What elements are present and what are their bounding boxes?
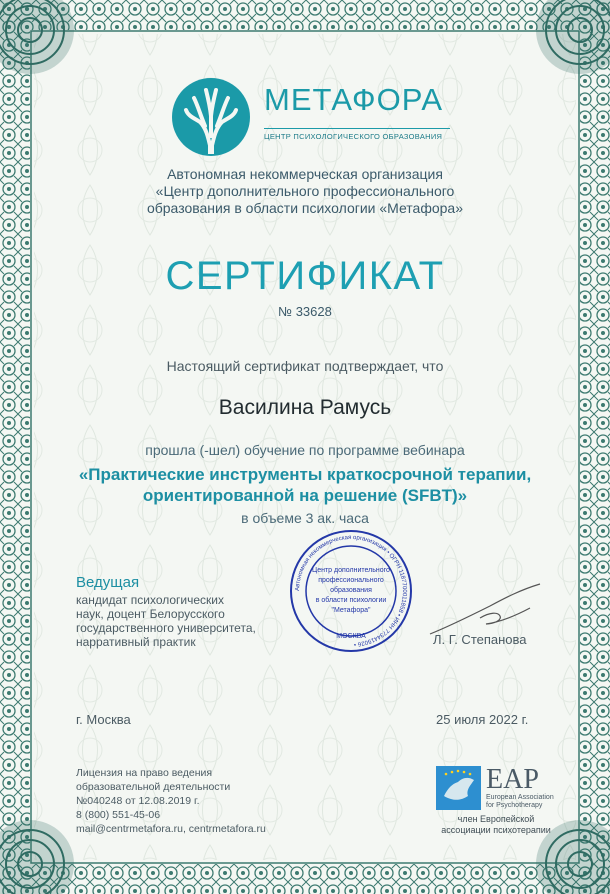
program-title-line-2: ориентированной на решение (SFBT)» (142, 486, 468, 505)
logo-name: МЕТАФОРА (264, 82, 444, 117)
eap-full-name (486, 794, 556, 810)
eap-membership-line-1: член Европейской (457, 814, 535, 824)
leader-desc-line-3: государственного университета, (76, 621, 256, 635)
stamp-center-line-1: Центр дополнительного (312, 567, 390, 574)
official-stamp (288, 528, 414, 654)
metafora-logo (170, 76, 490, 156)
issue-city: г. Москва (76, 712, 131, 727)
stamp-ring-text: Автономная некоммерческая организация • ОГРН 1187700011858 • ИНН 7734415026 • (294, 534, 408, 647)
organization-line-1: Автономная некоммерческая организация (167, 166, 443, 182)
contact-web: mail@centrmetafora.ru, centrmetafora.ru (76, 823, 266, 835)
eap-full-name-line-2: for Psychotherapy (486, 802, 543, 809)
stamp-center-line-2: профессионального (318, 577, 384, 584)
course-volume: в объеме 3 ак. часа (241, 510, 369, 526)
logo-subtitle: ЦЕНТР ПСИХОЛОГИЧЕСКОГО ОБРАЗОВАНИЯ (264, 128, 450, 141)
stamp-city: МОСКВА (336, 633, 366, 640)
eap-letters: EAP (486, 764, 539, 795)
eap-membership-line-2: ассоциации психотерапии (441, 825, 551, 835)
license-line-2: образовательной деятельности (76, 781, 231, 793)
eap-membership (436, 814, 556, 836)
license-info (76, 766, 316, 836)
signer-name: Л. Г. Степанова (433, 632, 527, 647)
leader-desc-line-1: кандидат психологических (76, 593, 225, 607)
organization-line-2: «Центр дополнительного профессионального (155, 183, 455, 199)
license-line-3: №040248 от 12.08.2019 г. (76, 795, 200, 807)
confirmation-text: Настоящий сертификат подтверждает, что (166, 358, 444, 374)
stamp-center-line-3: образования (330, 587, 372, 594)
tree-logo-icon (170, 76, 252, 158)
license-line-1: Лицензия на право ведения (76, 767, 213, 779)
certificate-title: СЕРТИФИКАТ (165, 254, 445, 298)
leader-desc-line-2: наук, доцент Белорусского (76, 607, 225, 621)
certificate-content (40, 40, 570, 854)
recipient-name: Василина Рамусь (218, 396, 392, 419)
leader-title: Ведущая (76, 574, 140, 591)
passed-text: прошла (-шел) обучение по программе вебинара (145, 442, 465, 458)
stamp-center-line-4: в области психологии (315, 597, 387, 604)
eap-full-name-line-1: European Association (486, 794, 554, 801)
organization-name (40, 166, 570, 217)
eap-europe-map-icon (436, 766, 481, 810)
organization-line-3: образования в области психологии «Метафора» (146, 200, 464, 216)
contact-phone: 8 (800) 551-45-06 (76, 809, 161, 821)
program-title (40, 464, 570, 506)
certificate-number: № 33628 (278, 304, 332, 319)
program-title-line-1: «Практические инструменты краткосрочной терапии, (78, 465, 532, 484)
eap-badge (436, 766, 556, 846)
stamp-center-line-5: "Метафора" (331, 607, 371, 614)
leader-description (76, 593, 306, 649)
leader-desc-line-4: нарративный практик (76, 635, 196, 649)
issue-date: 25 июля 2022 г. (436, 712, 529, 727)
